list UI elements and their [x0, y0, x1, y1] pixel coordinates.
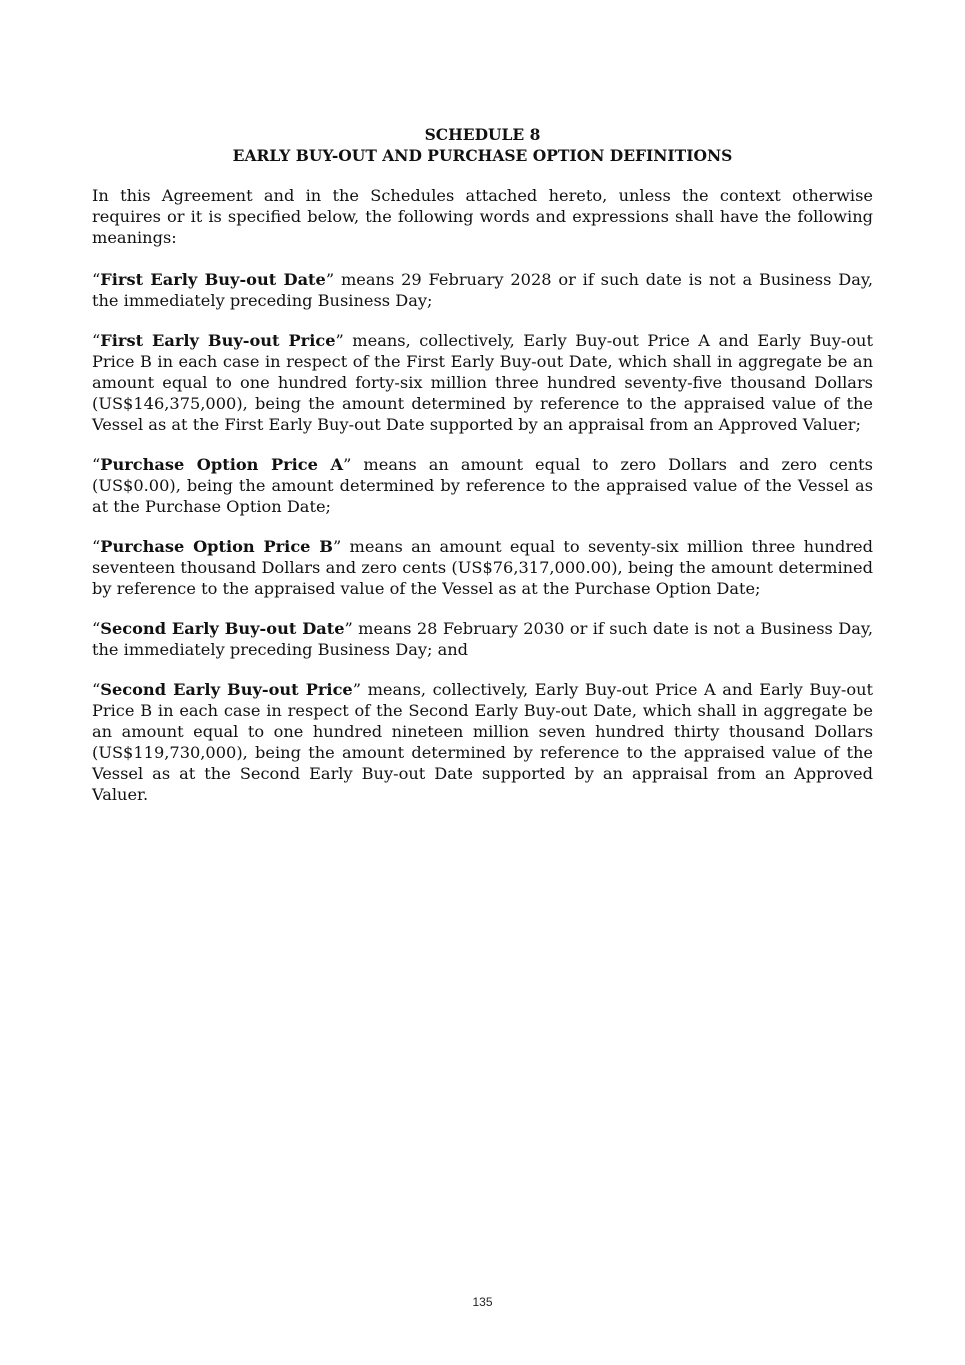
- definition-first-early-buyout-date: [92, 269, 873, 311]
- open-quote: “: [92, 455, 101, 474]
- definition-text: means an amount equal to seventy-six million three hundred seventeen thousand Dollars and zero cents (US$76,317,000.00), being the amount determined by reference to the appraised value of the Vessel as at the Purchase Option Date;: [92, 537, 873, 598]
- definition-term: Purchase Option Price A: [100, 455, 344, 474]
- definition-text: means, collectively, Early Buy-out Price A and Early Buy-out Price B in each case in respect of the First Early Buy-out Date, which shall in aggregate be an amount equal to one hundred forty-six million three hundred seventy-five thousand Dollars (US$146,375,000), being the amount determined by reference to the appraised value of the Vessel as at the First Early Buy-out Date supported by an appraisal from an Approved Valuer;: [92, 331, 873, 434]
- definition-purchase-option-price-b: [92, 536, 873, 599]
- definition-first-early-buyout-price: [92, 330, 873, 435]
- open-quote: “: [92, 537, 101, 556]
- close-quote: ”: [343, 455, 352, 474]
- definition-second-early-buyout-price: [92, 679, 873, 805]
- page-number: 135: [472, 1295, 493, 1309]
- definition-term: First Early Buy-out Date: [100, 270, 326, 289]
- definition-term: Second Early Buy-out Date: [100, 619, 345, 638]
- close-quote: ”: [335, 331, 344, 350]
- close-quote: ”: [352, 680, 362, 699]
- open-quote: “: [92, 270, 101, 289]
- open-quote: “: [92, 619, 101, 638]
- document-page: [92, 124, 873, 824]
- definition-text: means 29 February 2028 or if such date is not a Business Day, the immediately preceding Business Day;: [92, 270, 873, 310]
- definition-term: Second Early Buy-out Price: [100, 680, 353, 699]
- definition-text: means, collectively, Early Buy-out Price A and Early Buy-out Price B in each case in respect of the Second Early Buy-out Date, which shall in aggregate be an amount equal to one hundred nineteen million seven hundred thirty thousand Dollars (US$119,730,000), being the amount determined by reference to the appraised value of the Vessel as at the Second Early Buy-out Date supported by an appraisal from an Approved Valuer.: [92, 680, 873, 804]
- close-quote: ”: [325, 270, 335, 289]
- close-quote: ”: [344, 619, 353, 638]
- definition-second-early-buyout-date: [92, 618, 873, 660]
- intro-paragraph: In this Agreement and in the Schedules attached hereto, unless the context otherwise requires or it is specified below, the following words and expressions shall have the following meanings:: [92, 186, 873, 247]
- close-quote: ”: [332, 537, 342, 556]
- definition-purchase-option-price-a: [92, 454, 873, 517]
- open-quote: “: [92, 331, 101, 350]
- definition-term: First Early Buy-out Price: [100, 331, 336, 350]
- schedule-number: SCHEDULE 8: [424, 125, 541, 144]
- definition-text: means an amount equal to zero Dollars and zero cents (US$0.00), being the amount determined by reference to the appraised value of the Vessel as at the Purchase Option Date;: [92, 455, 873, 516]
- schedule-title: EARLY BUY-OUT AND PURCHASE OPTION DEFINITIONS: [232, 146, 733, 165]
- definition-text: means 28 February 2030 or if such date is not a Business Day, the immediately preceding Business Day; and: [92, 619, 873, 659]
- open-quote: “: [92, 680, 101, 699]
- definition-term: Purchase Option Price B: [100, 537, 333, 556]
